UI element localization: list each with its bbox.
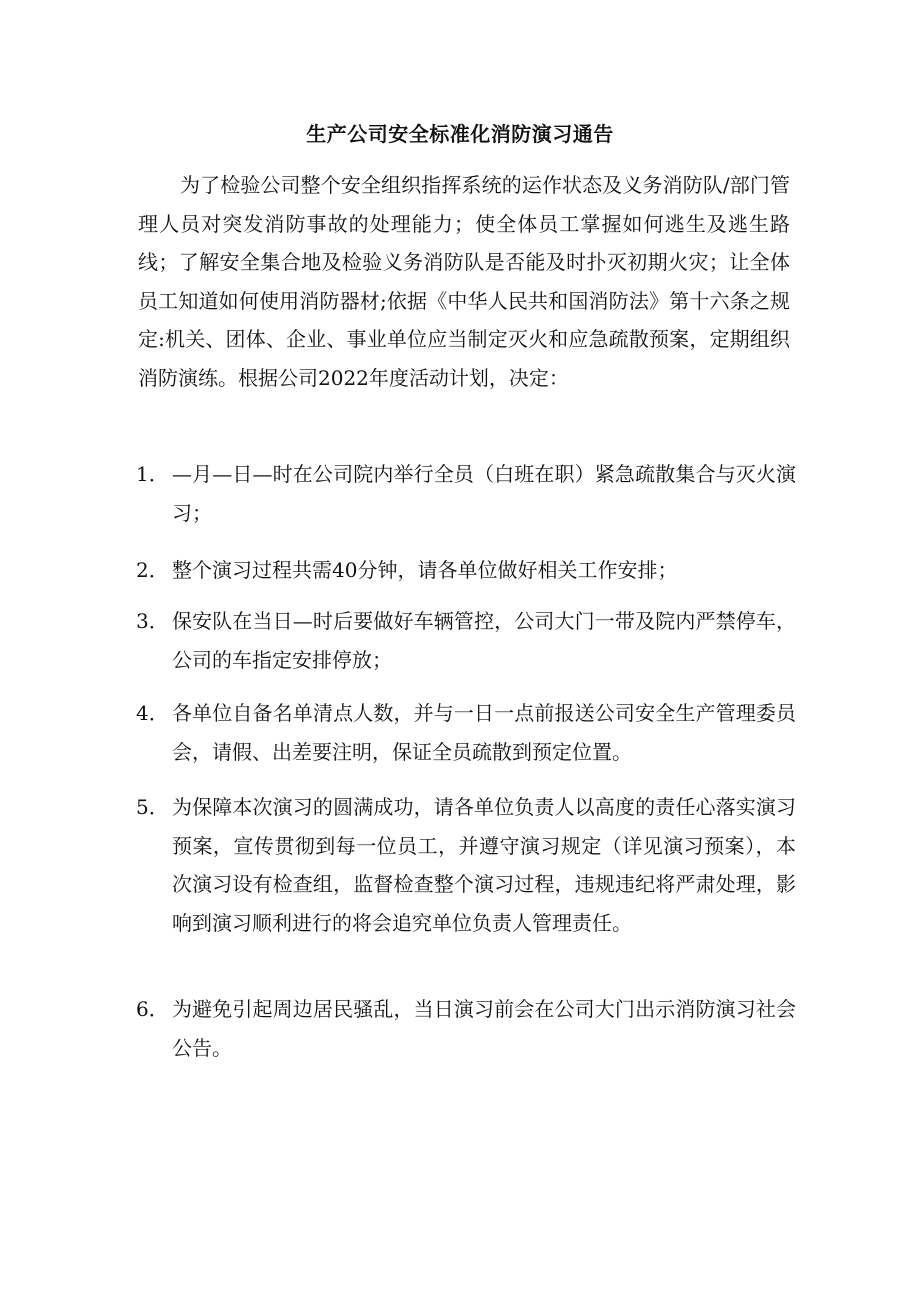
list-item-number: 3． <box>136 609 169 633</box>
list-item-text: 整个演习过程共需40分钟，请各单位做好相关工作安排； <box>172 558 678 582</box>
document-title: 生产公司安全标准化消防演习通告 <box>306 122 614 146</box>
list-item-text: 各单位自备名单清点人数，并与一日一点前报送公司安全生产管理委员会，请假、出差要注明，保证全员疏散到预定位置。 <box>172 701 796 764</box>
list-item-text: —月—日—时在公司院内举行全员（白班在职）紧急疏散集合与灭火演习； <box>172 462 796 525</box>
list-item <box>136 602 796 679</box>
list-item <box>136 455 796 532</box>
list-item-number: 2． <box>136 558 169 582</box>
list-item-text: 为避免引起周边居民骚乱，当日演习前会在公司大门出示消防演习社会公告。 <box>172 997 796 1060</box>
intro-paragraph: 为了检验公司整个安全组织指挥系统的运作状态及义务消防队/部门管理人员对突发消防事故的处理能力；使全体员工掌握如何逃生及逃生路线；了解安全集合地及检验义务消防队是否能及时扑灭初期火灾；让全体员工知道如何使用消防器材;依据《中华人民共和国消防法》第十六条之规定:机关、团体、企业、事业单位应当制定灭火和应急疏散预案，定期组织消防演练。根据公司2022年度活动计划，决定： <box>138 173 790 390</box>
list-item-text: 保安队在当日—时后要做好车辆管控，公司大门一带及院内严禁停车，公司的车指定安排停放； <box>172 609 796 672</box>
list-item-number: 4． <box>136 701 169 725</box>
list-item <box>136 551 796 590</box>
list-item-text: 为保障本次演习的圆满成功，请各单位负责人以高度的责任心落实演习预案，宣传贯彻到每一位员工，并遵守演习规定（详见演习预案），本次演习设有检查组，监督检查整个演习过程，违规违纪将严肃处理，影响到演习顺利进行的将会追究单位负责人管理责任。 <box>172 795 796 935</box>
list-item <box>136 694 796 771</box>
list-item <box>136 788 796 942</box>
list-item-number: 5． <box>136 795 169 819</box>
list-item <box>136 990 796 1067</box>
list-item-number: 6． <box>136 997 169 1021</box>
list-item-number: 1． <box>136 462 169 486</box>
